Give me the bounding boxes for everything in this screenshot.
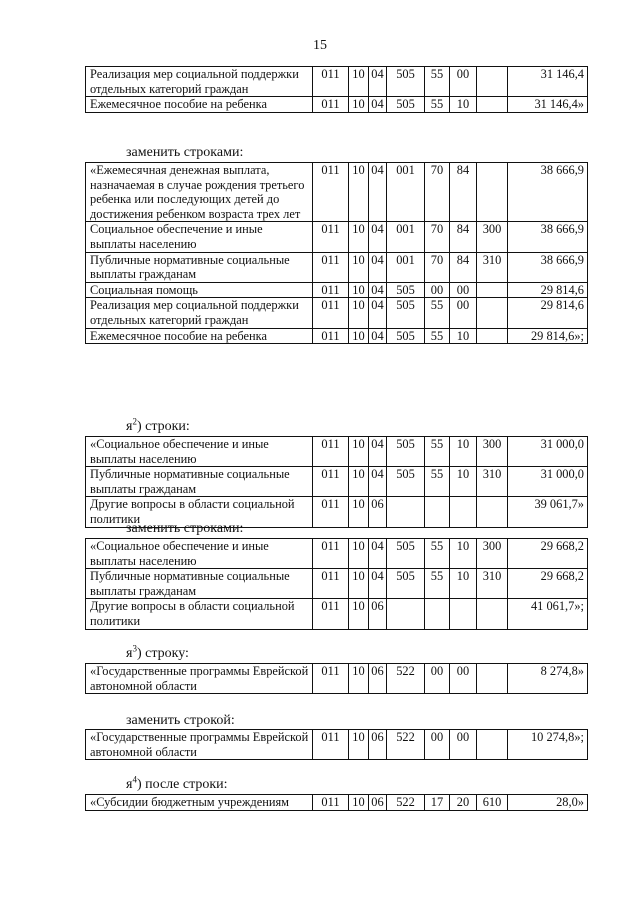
cell-target-article-b: 55	[425, 437, 450, 467]
cell-section: 10	[349, 569, 369, 599]
table-row	[86, 97, 588, 113]
cell-admin-code: 011	[313, 569, 349, 599]
cell-target-article-b: 55	[425, 539, 450, 569]
cell-target-article-b: 55	[425, 467, 450, 497]
cell-target-article-c: 10	[450, 97, 477, 113]
table-row	[86, 539, 588, 569]
cell-amount: 31 000,0	[508, 467, 588, 497]
budget-table-ya3	[85, 663, 588, 694]
cell-name: Ежемесячное пособие на ребенка	[86, 328, 313, 344]
cell-amount: 29 668,2	[508, 569, 588, 599]
cell-section: 10	[349, 67, 369, 97]
cell-target-article-a: 505	[387, 282, 425, 298]
cell-subsection: 04	[369, 282, 387, 298]
cell-section: 10	[349, 599, 369, 629]
budget-table-ya2	[85, 436, 588, 528]
cell-amount: 38 666,9	[508, 252, 588, 282]
cell-amount: 41 061,7»;	[508, 599, 588, 629]
cell-target-article-b: 55	[425, 298, 450, 328]
cell-target-article-a: 522	[387, 795, 425, 811]
cell-target-article-a: 522	[387, 730, 425, 760]
budget-table-ya4	[85, 794, 588, 811]
cell-target-article-a: 505	[387, 328, 425, 344]
cell-target-article-c	[450, 599, 477, 629]
cell-target-article-b: 55	[425, 328, 450, 344]
heading-ya2-sup: 2	[132, 416, 137, 427]
cell-expense-type	[477, 730, 508, 760]
cell-subsection: 04	[369, 163, 387, 222]
cell-target-article-a: 522	[387, 664, 425, 694]
cell-admin-code: 011	[313, 664, 349, 694]
cell-expense-type: 310	[477, 467, 508, 497]
cell-expense-type: 310	[477, 252, 508, 282]
heading-replace-lines: заменить строками:	[126, 145, 244, 160]
cell-name: Реализация мер социальной поддержки отдельных категорий граждан	[86, 298, 313, 328]
cell-admin-code: 011	[313, 97, 349, 113]
table-row	[86, 795, 588, 811]
heading-ya4-prefix: я	[126, 777, 133, 792]
cell-target-article-c: 00	[450, 282, 477, 298]
cell-expense-type	[477, 97, 508, 113]
cell-expense-type	[477, 599, 508, 629]
cell-admin-code: 011	[313, 437, 349, 467]
table-row	[86, 298, 588, 328]
cell-admin-code: 011	[313, 497, 349, 527]
cell-name: «Ежемесячная денежная выплата, назначаемая в случае рождения третьего ребенка или последующих детей до достижения ребенком возраста трех лет	[86, 163, 313, 222]
cell-section: 10	[349, 664, 369, 694]
cell-expense-type: 300	[477, 222, 508, 252]
cell-subsection: 04	[369, 539, 387, 569]
cell-name: Другие вопросы в области социальной политики	[86, 497, 313, 527]
cell-target-article-a: 505	[387, 67, 425, 97]
cell-admin-code: 011	[313, 599, 349, 629]
cell-admin-code: 011	[313, 252, 349, 282]
cell-target-article-c: 10	[450, 437, 477, 467]
cell-target-article-a	[387, 599, 425, 629]
cell-target-article-a: 505	[387, 437, 425, 467]
cell-section: 10	[349, 282, 369, 298]
table-row	[86, 467, 588, 497]
cell-target-article-c: 10	[450, 539, 477, 569]
cell-target-article-a: 505	[387, 298, 425, 328]
heading-ya3	[126, 643, 189, 662]
cell-name: «Социальное обеспечение и иные выплаты населению	[86, 437, 313, 467]
heading-ya4-suffix: ) после строки:	[136, 777, 228, 792]
table-row	[86, 569, 588, 599]
cell-subsection: 06	[369, 664, 387, 694]
cell-subsection: 04	[369, 437, 387, 467]
cell-amount: 38 666,9	[508, 222, 588, 252]
cell-target-article-a: 505	[387, 539, 425, 569]
cell-target-article-c: 84	[450, 163, 477, 222]
cell-subsection: 06	[369, 795, 387, 811]
cell-admin-code: 011	[313, 328, 349, 344]
cell-target-article-b: 70	[425, 222, 450, 252]
cell-target-article-b	[425, 497, 450, 527]
cell-target-article-c: 10	[450, 328, 477, 344]
cell-target-article-c: 20	[450, 795, 477, 811]
cell-name: «Государственные программы Еврейской автономной области	[86, 730, 313, 760]
heading-ya2-prefix: я	[126, 419, 133, 434]
cell-section: 10	[349, 497, 369, 527]
cell-name: Публичные нормативные социальные выплаты гражданам	[86, 252, 313, 282]
heading-ya2	[126, 416, 190, 435]
cell-section: 10	[349, 539, 369, 569]
cell-amount: 39 061,7»	[508, 497, 588, 527]
cell-section: 10	[349, 298, 369, 328]
cell-admin-code: 011	[313, 730, 349, 760]
table-row	[86, 222, 588, 252]
heading-ya3-prefix: я	[126, 646, 133, 661]
cell-expense-type: 300	[477, 437, 508, 467]
page-number: 15	[313, 38, 327, 53]
cell-target-article-b: 00	[425, 730, 450, 760]
cell-section: 10	[349, 730, 369, 760]
cell-amount: 31 000,0	[508, 437, 588, 467]
cell-subsection: 06	[369, 497, 387, 527]
heading-replace-lines-2: заменить строками:	[126, 521, 244, 536]
cell-amount: 38 666,9	[508, 163, 588, 222]
cell-admin-code: 011	[313, 539, 349, 569]
cell-target-article-c: 00	[450, 664, 477, 694]
table-row	[86, 664, 588, 694]
cell-section: 10	[349, 222, 369, 252]
cell-expense-type: 300	[477, 539, 508, 569]
cell-section: 10	[349, 328, 369, 344]
cell-section: 10	[349, 163, 369, 222]
budget-table-ya2-replacement	[85, 538, 588, 630]
cell-target-article-b: 70	[425, 163, 450, 222]
cell-amount: 31 146,4»	[508, 97, 588, 113]
table-row	[86, 282, 588, 298]
cell-expense-type	[477, 67, 508, 97]
heading-ya3-sup: 3	[132, 643, 137, 654]
cell-name: Социальная помощь	[86, 282, 313, 298]
cell-name: Реализация мер социальной поддержки отдельных категорий граждан	[86, 67, 313, 97]
cell-section: 10	[349, 252, 369, 282]
cell-expense-type	[477, 497, 508, 527]
cell-admin-code: 011	[313, 298, 349, 328]
budget-table-original	[85, 66, 588, 113]
cell-name: Другие вопросы в области социальной политики	[86, 599, 313, 629]
cell-amount: 29 668,2	[508, 539, 588, 569]
table-row	[86, 437, 588, 467]
cell-target-article-b: 70	[425, 252, 450, 282]
cell-target-article-a	[387, 497, 425, 527]
heading-ya2-suffix: ) строки:	[136, 419, 190, 434]
cell-expense-type	[477, 282, 508, 298]
cell-target-article-a: 505	[387, 97, 425, 113]
cell-subsection: 06	[369, 730, 387, 760]
cell-target-article-c	[450, 497, 477, 527]
cell-target-article-c: 00	[450, 298, 477, 328]
cell-name: Ежемесячное пособие на ребенка	[86, 97, 313, 113]
cell-amount: 29 814,6	[508, 282, 588, 298]
cell-name: «Социальное обеспечение и иные выплаты населению	[86, 539, 313, 569]
cell-target-article-b: 17	[425, 795, 450, 811]
cell-subsection: 04	[369, 298, 387, 328]
cell-section: 10	[349, 795, 369, 811]
cell-subsection: 04	[369, 67, 387, 97]
cell-subsection: 04	[369, 569, 387, 599]
cell-admin-code: 011	[313, 163, 349, 222]
cell-amount: 10 274,8»;	[508, 730, 588, 760]
cell-section: 10	[349, 467, 369, 497]
cell-admin-code: 011	[313, 222, 349, 252]
cell-amount: 29 814,6»;	[508, 328, 588, 344]
table-row	[86, 328, 588, 344]
heading-ya4-sup: 4	[132, 774, 137, 785]
cell-target-article-b: 00	[425, 664, 450, 694]
cell-expense-type: 310	[477, 569, 508, 599]
cell-amount: 29 814,6	[508, 298, 588, 328]
heading-ya3-suffix: ) строку:	[136, 646, 189, 661]
cell-expense-type	[477, 298, 508, 328]
cell-target-article-b: 55	[425, 97, 450, 113]
cell-expense-type	[477, 664, 508, 694]
cell-target-article-b	[425, 599, 450, 629]
cell-expense-type: 610	[477, 795, 508, 811]
cell-target-article-c: 84	[450, 222, 477, 252]
cell-expense-type	[477, 328, 508, 344]
cell-target-article-a: 505	[387, 467, 425, 497]
cell-subsection: 06	[369, 599, 387, 629]
cell-target-article-c: 10	[450, 467, 477, 497]
cell-admin-code: 011	[313, 282, 349, 298]
heading-ya4	[126, 774, 228, 793]
cell-target-article-a: 001	[387, 163, 425, 222]
cell-target-article-a: 001	[387, 222, 425, 252]
cell-name: «Субсидии бюджетным учреждениям	[86, 795, 313, 811]
cell-name: Социальное обеспечение и иные выплаты населению	[86, 222, 313, 252]
cell-target-article-a: 001	[387, 252, 425, 282]
cell-subsection: 04	[369, 222, 387, 252]
cell-target-article-c: 00	[450, 67, 477, 97]
cell-section: 10	[349, 437, 369, 467]
table-row	[86, 599, 588, 629]
cell-amount: 31 146,4	[508, 67, 588, 97]
table-row	[86, 730, 588, 760]
budget-table-ya3-replacement	[85, 729, 588, 760]
cell-admin-code: 011	[313, 67, 349, 97]
cell-name: «Государственные программы Еврейской автономной области	[86, 664, 313, 694]
table-row	[86, 252, 588, 282]
cell-target-article-b: 55	[425, 67, 450, 97]
cell-name: Публичные нормативные социальные выплаты гражданам	[86, 569, 313, 599]
cell-target-article-a: 505	[387, 569, 425, 599]
cell-subsection: 04	[369, 328, 387, 344]
cell-target-article-c: 00	[450, 730, 477, 760]
cell-target-article-c: 10	[450, 569, 477, 599]
cell-subsection: 04	[369, 467, 387, 497]
cell-section: 10	[349, 97, 369, 113]
cell-target-article-c: 84	[450, 252, 477, 282]
budget-table-replacement	[85, 162, 588, 344]
heading-replace-line: заменить строкой:	[126, 713, 235, 728]
cell-target-article-b: 00	[425, 282, 450, 298]
cell-name: Публичные нормативные социальные выплаты гражданам	[86, 467, 313, 497]
table-row	[86, 163, 588, 222]
cell-subsection: 04	[369, 252, 387, 282]
cell-amount: 28,0»	[508, 795, 588, 811]
cell-subsection: 04	[369, 97, 387, 113]
cell-expense-type	[477, 163, 508, 222]
cell-admin-code: 011	[313, 467, 349, 497]
cell-admin-code: 011	[313, 795, 349, 811]
cell-target-article-b: 55	[425, 569, 450, 599]
cell-amount: 8 274,8»	[508, 664, 588, 694]
table-row	[86, 67, 588, 97]
